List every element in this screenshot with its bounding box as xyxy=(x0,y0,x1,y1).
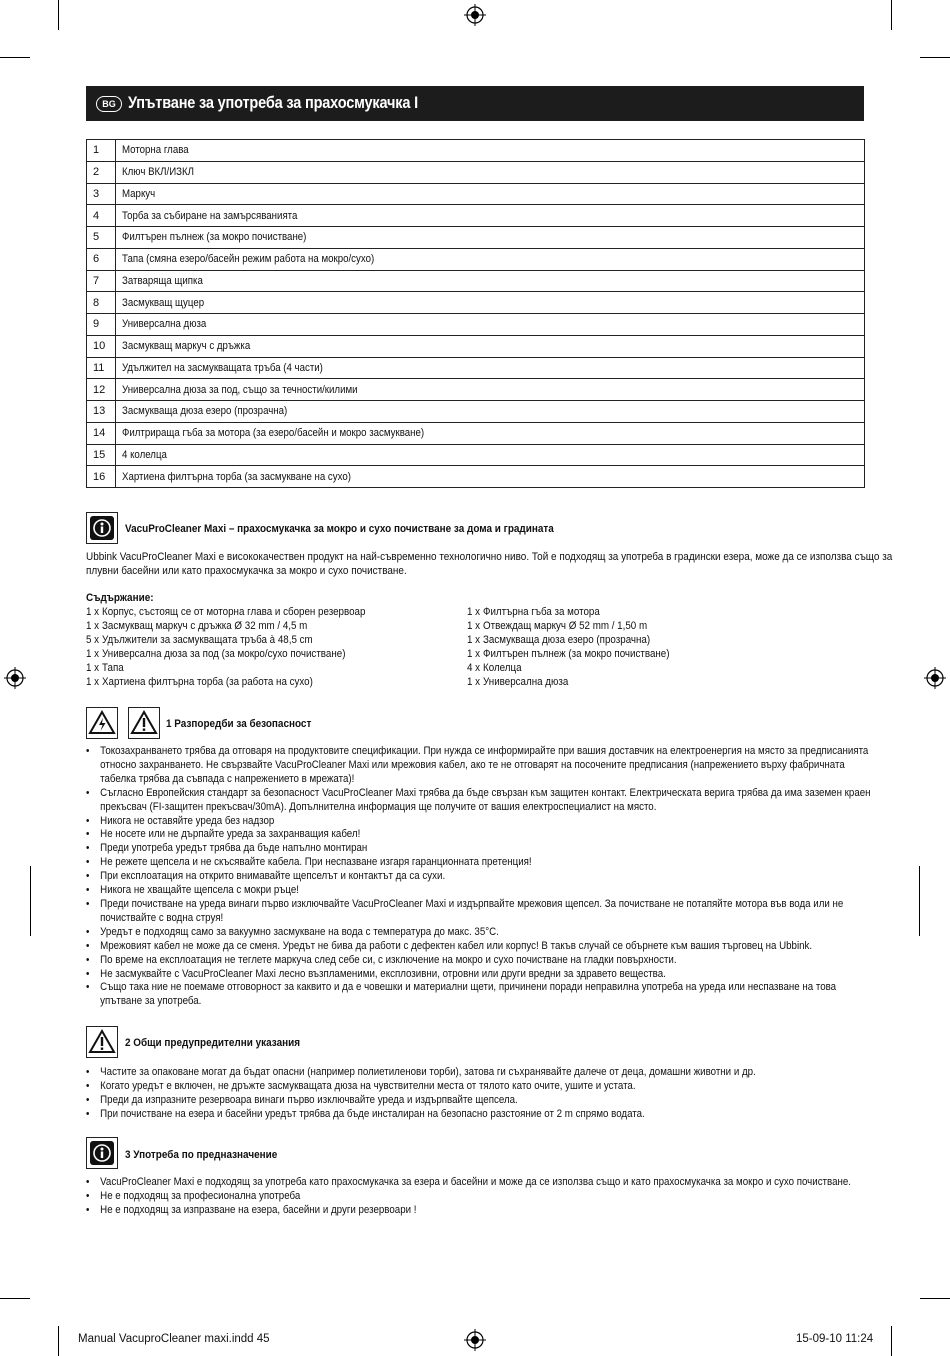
footer-filename: Manual VacuproCleaner maxi.indd 45 xyxy=(78,1333,270,1345)
contents-qty: 1 x xyxy=(86,620,100,632)
part-label-cell xyxy=(116,466,865,488)
part-number: 1 xyxy=(87,140,116,162)
contents-text: Отвеждащ маркуч Ø 52 mm / 1,50 m xyxy=(483,620,648,632)
crop-mark xyxy=(30,866,31,936)
list-item xyxy=(86,940,871,954)
language-badge: BG xyxy=(96,96,122,112)
list-item-line: • Не засмуквайте с VacuProCleaner Maxi лесно възпламеними, експлозивни, отровни или други вредни за здравето вещества. xyxy=(100,967,666,980)
list-item xyxy=(86,898,871,926)
list-item-line: прекъсвач (FI-защитен прекъсвач/30mA). Допълнителна информация ще получите от вашия електроспециалист на място. xyxy=(100,800,657,813)
table-row xyxy=(87,466,865,488)
crop-mark xyxy=(0,1298,30,1299)
part-label: Засмукващ щуцер xyxy=(122,296,205,309)
list-item: • Преди да изпразните резервоара винаги първо изключвайте уреда и издърпвайте щепсела. xyxy=(86,1094,756,1108)
part-number: 16 xyxy=(87,466,116,488)
part-number: 15 xyxy=(87,444,116,466)
part-label-cell xyxy=(116,444,865,466)
info-icon-box xyxy=(86,1137,118,1169)
usage-list xyxy=(86,1176,851,1218)
registration-mark-icon xyxy=(464,1329,486,1351)
table-row xyxy=(87,161,865,183)
page-title: Упътване за употреба за прахосмукачка I xyxy=(128,94,418,112)
part-number: 7 xyxy=(87,270,116,292)
contents-title: Съдържание: xyxy=(86,592,154,604)
contents-qty: 4 x xyxy=(467,662,481,674)
table-row xyxy=(87,270,865,292)
table-row xyxy=(87,379,865,401)
contents-qty: 1 x xyxy=(86,676,100,688)
list-item: • Частите за опаковане могат да бъдат опасни (например полиетиленови торби), затова ги съхранявайте далече от деца, домашни животни и др. xyxy=(86,1066,756,1080)
contents-text: Хартиена филтърна торба (за работа на сухо) xyxy=(102,676,313,688)
part-number: 2 xyxy=(87,161,116,183)
list-item: • VacuProCleaner Maxi е подходящ за употреба като прахосмукачка за езера и басейни и може да се използва също и като прахосмукачка за мокро и сухо почистване. xyxy=(86,1176,851,1190)
part-label: Торба за събиране на замърсяванията xyxy=(122,209,298,222)
general-title: 2 Общи предупредителни указания xyxy=(125,1037,301,1049)
usage-title: 3 Употреба по предназначение xyxy=(125,1149,278,1161)
list-item xyxy=(86,968,871,982)
part-label-cell xyxy=(116,314,865,336)
contents-text: Филтърен пълнеж (за мокро почистване) xyxy=(483,648,670,660)
table-row xyxy=(87,444,865,466)
part-label-cell xyxy=(116,379,865,401)
contents-qty: 1 x xyxy=(86,662,100,674)
contents-text: Удължители за засмукващата тръба à 48,5 cm xyxy=(102,634,313,646)
part-label-cell xyxy=(116,227,865,249)
intro-line-2: плувни басейни или като прахосмукачка за мокро и сухо почистване. xyxy=(86,565,407,577)
part-label-cell xyxy=(116,422,865,444)
crop-mark xyxy=(0,57,30,58)
table-row xyxy=(87,422,865,444)
table-row xyxy=(87,227,865,249)
contents-item xyxy=(467,675,670,689)
list-item-line: • Също така ние не поемаме отговорност за каквито и да е човешки и материални щети, причинени поради неправилна употреба на уреда или неспазване на това xyxy=(100,981,837,994)
part-label: Затваряща щипка xyxy=(122,274,203,287)
contents-text: Колелца xyxy=(483,662,522,674)
contents-qty: 1 x xyxy=(467,676,481,688)
part-number: 12 xyxy=(87,379,116,401)
contents-qty: 1 x xyxy=(467,648,481,660)
part-label: Засмукваща дюза езеро (прозрачна) xyxy=(122,405,288,418)
contents-qty: 1 x xyxy=(467,606,481,618)
crop-mark xyxy=(891,1326,892,1356)
contents-text: Корпус, състоящ се от моторна глава и сборен резервоар xyxy=(102,606,366,618)
part-label: Универсална дюза xyxy=(122,318,207,331)
list-item-line: • Съгласно Европейския стандарт за безопасност VacuProCleaner Maxi трябва да бъде свързан към защитен контакт. Електрическата верига трябва да има заземен краен xyxy=(100,786,871,799)
part-number: 9 xyxy=(87,314,116,336)
part-number: 11 xyxy=(87,357,116,379)
list-item-line: почиствайте с водна струя! xyxy=(100,911,224,924)
list-item xyxy=(86,828,871,842)
part-number: 5 xyxy=(87,227,116,249)
list-item xyxy=(86,870,871,884)
part-number: 14 xyxy=(87,422,116,444)
contents-item xyxy=(467,633,670,647)
table-row xyxy=(87,205,865,227)
list-item-line: • Мрежовият кабел не може да се сменя. Уредът не бива да работи с дефектен кабел или корпус! В такъв случай се обърнете към вашия търговец на Ubbink. xyxy=(100,939,813,952)
list-item-line: упътване за употреба. xyxy=(100,995,202,1008)
part-label-cell xyxy=(116,401,865,423)
registration-mark-icon xyxy=(924,667,946,689)
table-row xyxy=(87,183,865,205)
list-item-line: • Не режете щепсела и не скъсявайте кабела. При неспазване изгаря гаранционната претенция! xyxy=(100,856,532,869)
part-label-cell xyxy=(116,270,865,292)
list-item xyxy=(86,856,871,870)
table-row xyxy=(87,292,865,314)
intro-line-1: Ubbink VacuProCleaner Maxi е висококачествен продукт на най-съвременно технологично ниво. Той е подходящ за употреба в градински езера, може да се използва също за xyxy=(86,551,893,563)
part-label: 4 колелца xyxy=(122,448,167,461)
crop-mark xyxy=(891,0,892,30)
part-label: Тапа (смяна езеро/басейн режим работа на мокро/сухо) xyxy=(122,253,375,266)
contents-item xyxy=(467,647,670,661)
part-label: Филтърен пълнеж (за мокро почистване) xyxy=(122,231,307,244)
part-label-cell xyxy=(116,335,865,357)
list-item: • При почистване на езера и басейни уредът трябва да бъде инсталиран на безопасно разстояние от 2 m спрямо водата. xyxy=(86,1108,756,1122)
part-label: Хартиена филтърна торба (за засмукване на сухо) xyxy=(122,470,351,483)
contents-qty: 1 x xyxy=(467,634,481,646)
list-item-line: относно захранването. Не свързвайте VacuProCleaner Maxi или мрежовия кабел, ако те не отговарят на посочените предписания (напрежението върху фабричната xyxy=(100,758,845,771)
contents-text: Универсална дюза xyxy=(483,676,569,688)
part-label-cell xyxy=(116,205,865,227)
contents-text: Засмукващ маркуч с дръжка Ø 32 mm / 4,5 m xyxy=(102,620,308,632)
list-item-line: • По време на експлоатация не теглете маркуча след себе си, с изключение на мокро и сухо почистване на гладки повърхности. xyxy=(100,953,677,966)
part-number: 4 xyxy=(87,205,116,227)
list-item xyxy=(86,926,871,940)
table-row xyxy=(87,248,865,270)
list-item: • Не е подходящ за професионална употреба xyxy=(86,1190,851,1204)
part-number: 10 xyxy=(87,335,116,357)
crop-mark xyxy=(920,1298,950,1299)
part-number: 8 xyxy=(87,292,116,314)
list-item xyxy=(86,815,871,829)
list-item: • Не е подходящ за изпразване на езера, басейни и други резервоари ! xyxy=(86,1204,851,1218)
crop-mark xyxy=(58,0,59,30)
part-label-cell xyxy=(116,357,865,379)
contents-item xyxy=(86,619,365,633)
list-item-line: табелка трябва да съвпада с напрежението в мрежата)! xyxy=(100,772,355,785)
info-icon-box xyxy=(86,512,118,544)
info-icon xyxy=(93,1144,111,1162)
warning-icon-box xyxy=(86,707,118,739)
parts-table xyxy=(86,139,865,488)
table-row xyxy=(87,314,865,336)
contents-qty: 1 x xyxy=(86,606,100,618)
registration-mark-icon xyxy=(4,667,26,689)
list-item xyxy=(86,981,871,1009)
list-item-line: • Уредът е подходящ само за вакуумно засмукване на вода с температура до макс. 35°C. xyxy=(100,925,499,938)
contents-text: Универсална дюза за под (за мокро/сухо почистване) xyxy=(102,648,346,660)
list-item-line: • Преди употреба уредът трябва да бъде напълно монтиран xyxy=(100,842,368,855)
warning-icon xyxy=(87,708,117,738)
warning-icon-box xyxy=(128,707,160,739)
contents-item xyxy=(467,661,670,675)
crop-mark xyxy=(919,866,920,936)
table-row xyxy=(87,335,865,357)
info-icon xyxy=(93,519,111,537)
list-item-line: • Преди почистване на уреда винаги първо изключвайте VacuProCleaner Maxi и издърпвайте мрежовия щепсел. За почистване не потапяйте мотора във вода или не xyxy=(100,897,844,910)
contents-item xyxy=(86,661,365,675)
table-row xyxy=(87,140,865,162)
part-label: Удължител на засмукващата тръба (4 части) xyxy=(122,361,323,374)
list-item xyxy=(86,745,871,787)
contents-item xyxy=(86,605,365,619)
list-item-line: • Никога не хващайте щепсела с мокри ръце! xyxy=(100,884,299,897)
table-row xyxy=(87,357,865,379)
intro-title: VacuProCleaner Maxi – прахосмукачка за мокро и сухо почистване за дома и градината xyxy=(125,523,554,535)
contents-qty: 1 x xyxy=(86,648,100,660)
part-label: Ключ ВКЛ/ИЗКЛ xyxy=(122,166,195,179)
page-header xyxy=(86,86,864,121)
contents-text: Тапа xyxy=(102,662,124,674)
warning-icon xyxy=(87,1027,117,1057)
crop-mark xyxy=(58,1326,59,1356)
list-item xyxy=(86,954,871,968)
part-label: Засмукващ маркуч с дръжка xyxy=(122,340,251,353)
crop-mark xyxy=(920,57,950,58)
warning-icon-box xyxy=(86,1026,118,1058)
contents-item xyxy=(86,633,365,647)
safety-list xyxy=(86,745,871,1009)
contents-list-left xyxy=(86,605,365,689)
warning-icon xyxy=(129,708,159,738)
contents-list-right xyxy=(467,605,670,689)
contents-item xyxy=(467,619,670,633)
part-label: Универсална дюза за под, също за течности/килими xyxy=(122,383,358,396)
part-label-cell xyxy=(116,161,865,183)
list-item-line: • Токозахранването трябва да отговаря на продуктовите спецификации. При нужда се информирайте при вашия доставчик на електроенергия на място за предписанията xyxy=(100,745,869,757)
contents-text: Засмукваща дюза езеро (прозрачна) xyxy=(483,634,651,646)
part-label-cell xyxy=(116,183,865,205)
part-label: Моторна глава xyxy=(122,144,189,157)
registration-mark-icon xyxy=(464,4,486,26)
list-item-line: • При експлоатация на открито внимавайте щепселът и контактът да са сухи. xyxy=(100,870,446,883)
part-label: Филтрираща гъба за мотора (за езеро/басейн и мокро засмукване) xyxy=(122,427,425,440)
table-row xyxy=(87,401,865,423)
contents-qty: 1 x xyxy=(467,620,481,632)
part-number: 3 xyxy=(87,183,116,205)
part-number: 6 xyxy=(87,248,116,270)
contents-item xyxy=(467,605,670,619)
footer-date: 15-09-10 11:24 xyxy=(796,1333,874,1345)
contents-text: Филтърна гъба за мотора xyxy=(483,606,600,618)
part-label: Маркуч xyxy=(122,187,156,200)
contents-qty: 5 x xyxy=(86,634,100,646)
part-number: 13 xyxy=(87,401,116,423)
part-label-cell xyxy=(116,292,865,314)
contents-item xyxy=(86,647,365,661)
contents-item xyxy=(86,675,365,689)
list-item xyxy=(86,842,871,856)
list-item-line: • Не носете или не дърпайте уреда за захранващия кабел! xyxy=(100,828,361,841)
list-item xyxy=(86,787,871,815)
list-item: • Когато уредът е включен, не дръжте засмукващата дюза на чувствителни места от тялото като очите, ушите и устата. xyxy=(86,1080,756,1094)
general-list xyxy=(86,1066,756,1122)
list-item-line: • Никога не оставяйте уреда без надзор xyxy=(100,814,275,827)
list-item xyxy=(86,884,871,898)
safety-title: 1 Разпоредби за безопасност xyxy=(166,718,312,730)
part-label-cell xyxy=(116,140,865,162)
part-label-cell xyxy=(116,248,865,270)
